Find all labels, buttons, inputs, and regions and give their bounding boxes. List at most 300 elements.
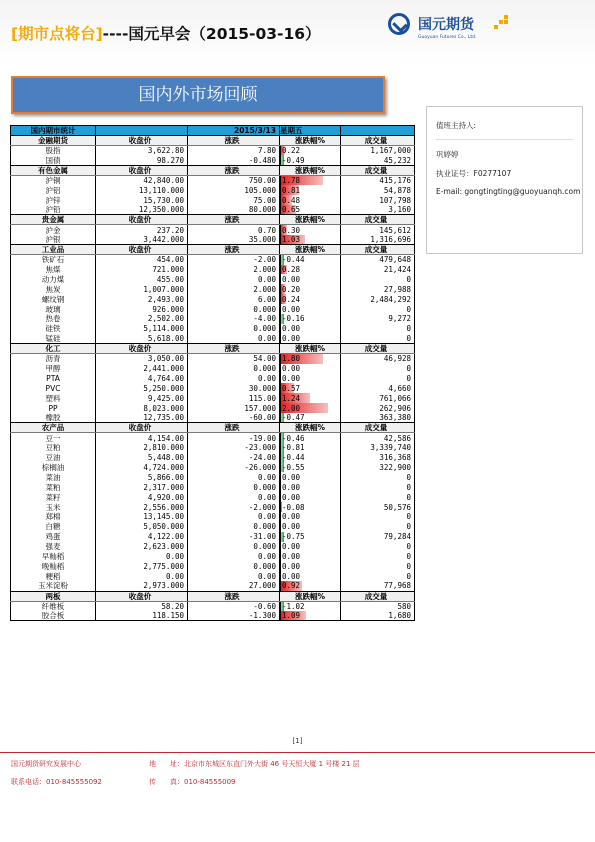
change-pct: [280, 393, 341, 403]
contract-name: 焦煤: [11, 265, 96, 275]
close-price: 5,114.000: [96, 324, 188, 334]
contract-name: 豆油: [11, 453, 96, 463]
contract-name: 沪铜: [11, 175, 96, 185]
close-price: 13,145.00: [96, 512, 188, 522]
column-header: 涨跌幅%: [280, 136, 341, 146]
contract-name: 沪锌: [11, 195, 96, 205]
change-pct: [280, 463, 341, 473]
change-pct: [280, 571, 341, 581]
change-pct: [280, 413, 341, 423]
column-header: 成交量: [341, 245, 415, 255]
column-header: 收盘价: [96, 591, 188, 601]
price-change: -2.000: [188, 502, 280, 512]
title-cell: 2015/3/13: [188, 126, 280, 136]
table-row: [11, 235, 415, 245]
change-pct-text: -0.46: [282, 433, 305, 443]
price-change: -1.300: [188, 611, 280, 621]
volume: 9,272: [341, 314, 415, 324]
column-header: 涨跌幅%: [280, 165, 341, 175]
change-pct-text: 0.00: [282, 542, 301, 552]
section-name: 贵金属: [11, 215, 96, 225]
volume: 0: [341, 571, 415, 581]
column-header: 涨跌: [188, 591, 280, 601]
change-pct: [280, 195, 341, 205]
change-pct-text: 1.80: [282, 354, 301, 364]
contract-name: 玉米: [11, 502, 96, 512]
volume: 54,878: [341, 185, 415, 195]
close-price: 4,154.00: [96, 433, 188, 443]
change-pct-text: 0.57: [282, 383, 301, 393]
price-change: 80.000: [188, 205, 280, 215]
close-price: 13,110.000: [96, 185, 188, 195]
section-banner-text: 国内外市场回顾: [138, 85, 258, 105]
report-title-bracket: [期市点将台]: [11, 25, 103, 43]
price-change: 75.00: [188, 195, 280, 205]
close-price: 5,050.000: [96, 522, 188, 532]
footer-org: 国元期货研究发展中心: [11, 760, 81, 768]
section-header-row: [11, 423, 415, 433]
change-pct: [280, 354, 341, 364]
column-header: 涨跌: [188, 423, 280, 433]
contract-name: 热卷: [11, 314, 96, 324]
close-price: 721.000: [96, 265, 188, 275]
table-row: [11, 403, 415, 413]
footer-fax: 传 真：010-84555009: [149, 778, 236, 786]
table-row: [11, 581, 415, 591]
title-cell: [341, 126, 415, 136]
section-header-row: [11, 344, 415, 354]
close-price: 454.00: [96, 255, 188, 265]
price-change: 2.000: [188, 265, 280, 275]
contract-name: 晚籼稻: [11, 561, 96, 571]
change-pct-text: 0.00: [282, 552, 301, 561]
change-pct-text: 2.00: [282, 403, 301, 413]
change-pct-text: 0.00: [282, 304, 301, 314]
volume: 3,339,740: [341, 443, 415, 453]
column-header: 涨跌幅%: [280, 591, 341, 601]
change-pct-text: 0.00: [282, 492, 301, 502]
close-price: 9,425.00: [96, 393, 188, 403]
price-change: 7.80: [188, 146, 280, 156]
close-price: 2,441.000: [96, 364, 188, 374]
section-name: 化工: [11, 344, 96, 354]
price-change: -26.000: [188, 463, 280, 473]
host-email: E-mail: gongtingting@guoyuanqh.com: [436, 187, 581, 196]
volume: 415,176: [341, 175, 415, 185]
price-change: -24.00: [188, 453, 280, 463]
table-row: [11, 542, 415, 552]
price-change: -2.00: [188, 255, 280, 265]
change-pct-text: 0.00: [282, 363, 301, 373]
contract-name: 菜油: [11, 472, 96, 482]
volume: 21,424: [341, 265, 415, 275]
close-price: 98.270: [96, 155, 188, 165]
close-price: 0.00: [96, 571, 188, 581]
change-pct: [280, 443, 341, 453]
change-pct-text: 0.00: [282, 482, 301, 492]
volume: 0: [341, 482, 415, 492]
change-pct-text: -0.44: [282, 255, 305, 265]
price-change: -31.00: [188, 532, 280, 542]
change-pct: [280, 601, 341, 611]
table-row: [11, 443, 415, 453]
change-pct-text: 0.22: [282, 146, 301, 156]
price-change: 0.000: [188, 304, 280, 314]
table-row: [11, 314, 415, 324]
close-price: 1,007.000: [96, 284, 188, 294]
change-pct: [280, 581, 341, 591]
table-row: [11, 522, 415, 532]
change-pct-text: 0.00: [282, 512, 301, 522]
change-pct-text: 0.65: [282, 205, 301, 215]
volume: 761,066: [341, 393, 415, 403]
close-price: 455.00: [96, 274, 188, 284]
table-row: [11, 324, 415, 334]
price-change: 0.00: [188, 334, 280, 344]
table-row: [11, 482, 415, 492]
close-price: 4,122.00: [96, 532, 188, 542]
page-footer: [0, 752, 595, 788]
page-number: [1]: [292, 737, 303, 745]
column-header: 收盘价: [96, 165, 188, 175]
close-price: 2,775.000: [96, 561, 188, 571]
change-pct: [280, 522, 341, 532]
section-name: 金融期货: [11, 136, 96, 146]
table-row: [11, 205, 415, 215]
volume: 42,586: [341, 433, 415, 443]
change-pct-text: 0.00: [282, 324, 301, 334]
column-header: 收盘价: [96, 245, 188, 255]
contract-name: 沪金: [11, 225, 96, 235]
price-change: 750.00: [188, 175, 280, 185]
section-header-row: [11, 245, 415, 255]
change-pct-text: -1.02: [282, 601, 305, 611]
volume: 0: [341, 552, 415, 562]
table-row: [11, 294, 415, 304]
column-header: 成交量: [341, 215, 415, 225]
contract-name: 沪铅: [11, 205, 96, 215]
table-row: [11, 561, 415, 571]
change-pct-text: -0.75: [282, 532, 305, 542]
change-pct: [280, 265, 341, 275]
change-pct: [280, 304, 341, 314]
volume: 1,167,000: [341, 146, 415, 156]
close-price: 4,764.00: [96, 373, 188, 383]
section-name: 工业品: [11, 245, 96, 255]
logo-dots-icon: [494, 15, 510, 29]
contract-name: PTA: [11, 373, 96, 383]
close-price: 5,866.00: [96, 472, 188, 482]
price-change: 6.00: [188, 294, 280, 304]
price-change: 2.000: [188, 284, 280, 294]
close-price: 3,622.80: [96, 146, 188, 156]
change-pct-text: 1.09: [282, 611, 301, 621]
host-divider: [436, 139, 573, 140]
price-change: 0.000: [188, 324, 280, 334]
table-row: [11, 502, 415, 512]
table-row: [11, 373, 415, 383]
contract-name: 甲醇: [11, 364, 96, 374]
change-pct: [280, 334, 341, 344]
host-label: 值班主持人:: [436, 121, 477, 130]
table-row: [11, 354, 415, 364]
column-header: 成交量: [341, 423, 415, 433]
logo-en-text: Guoyuan Futures Co., Ltd.: [418, 35, 477, 40]
column-header: 涨跌: [188, 215, 280, 225]
column-header: 涨跌: [188, 136, 280, 146]
volume: 0: [341, 512, 415, 522]
column-header: 收盘价: [96, 423, 188, 433]
table-row: [11, 364, 415, 374]
close-price: 2,493.00: [96, 294, 188, 304]
volume: 0: [341, 334, 415, 344]
volume: 45,232: [341, 155, 415, 165]
contract-name: 玉米淀粉: [11, 581, 96, 591]
change-pct-text: 0.00: [282, 333, 301, 343]
contract-name: 沥青: [11, 354, 96, 364]
contract-name: 胶合板: [11, 611, 96, 621]
page-header: [0, 0, 595, 66]
section-name: 两板: [11, 591, 96, 601]
table-row: [11, 383, 415, 393]
change-pct: [280, 225, 341, 235]
volume: 0: [341, 373, 415, 383]
table-row: [11, 265, 415, 275]
volume: 316,368: [341, 453, 415, 463]
table-row: [11, 304, 415, 314]
volume: 1,316,696: [341, 235, 415, 245]
change-pct: [280, 482, 341, 492]
volume: 0: [341, 274, 415, 284]
company-logo: [388, 13, 518, 47]
volume: 262,906: [341, 403, 415, 413]
section-header-row: [11, 136, 415, 146]
contract-name: 强麦: [11, 542, 96, 552]
table-row: [11, 492, 415, 502]
close-price: 15,730.00: [96, 195, 188, 205]
table-row: [11, 463, 415, 473]
close-price: 2,973.000: [96, 581, 188, 591]
section-banner: [11, 76, 385, 114]
contract-name: 沪银: [11, 235, 96, 245]
change-pct-text: -0.08: [282, 502, 305, 512]
change-pct-text: 0.00: [282, 571, 301, 581]
change-pct: [280, 502, 341, 512]
report-title-text: ----国元早会（2015-03-16）: [102, 25, 321, 43]
column-header: 涨跌: [188, 344, 280, 354]
contract-name: 郑棉: [11, 512, 96, 522]
price-change: 0.00: [188, 492, 280, 502]
volume: 0: [341, 324, 415, 334]
change-pct: [280, 205, 341, 215]
change-pct-text: 0.28: [282, 264, 301, 274]
change-pct-text: -0.55: [282, 462, 305, 472]
contract-name: 粳稻: [11, 571, 96, 581]
price-change: 54.00: [188, 354, 280, 364]
table-row: [11, 185, 415, 195]
price-change: -0.60: [188, 601, 280, 611]
column-header: 涨跌幅%: [280, 423, 341, 433]
price-change: 0.000: [188, 542, 280, 552]
contract-name: 豆一: [11, 433, 96, 443]
table-row: [11, 274, 415, 284]
change-pct: [280, 492, 341, 502]
table-row: [11, 175, 415, 185]
table-row: [11, 571, 415, 581]
change-pct: [280, 512, 341, 522]
price-change: 105.000: [188, 185, 280, 195]
column-header: 涨跌: [188, 165, 280, 175]
contract-name: 菜籽: [11, 492, 96, 502]
price-change: 0.70: [188, 225, 280, 235]
contract-name: 玻璃: [11, 304, 96, 314]
change-pct-text: 0.24: [282, 294, 301, 304]
close-price: 5,448.00: [96, 453, 188, 463]
price-change: 35.000: [188, 235, 280, 245]
change-pct: [280, 324, 341, 334]
change-pct-text: 0.92: [282, 581, 301, 591]
section-header-row: [11, 591, 415, 601]
volume: 79,284: [341, 532, 415, 542]
contract-name: 鸡蛋: [11, 532, 96, 542]
close-price: 237.20: [96, 225, 188, 235]
table-row: [11, 453, 415, 463]
price-change: 0.00: [188, 373, 280, 383]
table-row: [11, 472, 415, 482]
table-row: [11, 334, 415, 344]
change-pct: [280, 185, 341, 195]
change-pct-text: 0.00: [282, 561, 301, 571]
change-pct-text: 1.78: [282, 175, 301, 185]
volume: 107,798: [341, 195, 415, 205]
volume: 0: [341, 304, 415, 314]
column-header: 涨跌: [188, 245, 280, 255]
close-price: 5,618.00: [96, 334, 188, 344]
change-pct: [280, 235, 341, 245]
price-change: 0.00: [188, 571, 280, 581]
volume: 1,680: [341, 611, 415, 621]
close-price: 58.20: [96, 601, 188, 611]
change-pct: [280, 403, 341, 413]
change-pct: [280, 274, 341, 284]
table-row: [11, 393, 415, 403]
contract-name: 股指: [11, 146, 96, 156]
change-pct: [280, 552, 341, 562]
contract-name: 焦炭: [11, 284, 96, 294]
close-price: 2,556.000: [96, 502, 188, 512]
close-price: 4,920.00: [96, 492, 188, 502]
title-cell: 星期五: [280, 126, 341, 136]
contract-name: 国债: [11, 155, 96, 165]
change-pct: [280, 433, 341, 443]
price-change: -19.00: [188, 433, 280, 443]
section-name: 有色金属: [11, 165, 96, 175]
volume: 50,576: [341, 502, 415, 512]
volume: 3,160: [341, 205, 415, 215]
change-pct-text: 0.00: [282, 522, 301, 532]
table-row: [11, 225, 415, 235]
change-pct: [280, 294, 341, 304]
close-price: 3,050.00: [96, 354, 188, 364]
volume: 0: [341, 492, 415, 502]
table-row: [11, 255, 415, 265]
column-header: 涨跌幅%: [280, 344, 341, 354]
close-price: 3,442.000: [96, 235, 188, 245]
table-title-row: [11, 126, 415, 136]
table-row: [11, 195, 415, 205]
change-pct-text: 0.20: [282, 284, 301, 294]
contract-name: 铁矿石: [11, 255, 96, 265]
column-header: 成交量: [341, 344, 415, 354]
change-pct-text: -0.49: [282, 155, 305, 165]
price-change: 0.00: [188, 512, 280, 522]
price-change: 27.000: [188, 581, 280, 591]
close-price: 2,317.000: [96, 482, 188, 492]
column-header: 收盘价: [96, 136, 188, 146]
price-change: -23.000: [188, 443, 280, 453]
change-pct-text: -0.81: [282, 443, 305, 453]
volume: 0: [341, 364, 415, 374]
volume: 322,900: [341, 463, 415, 473]
contract-name: 动力煤: [11, 274, 96, 284]
close-price: 0.00: [96, 552, 188, 562]
host-info-box: [426, 106, 583, 254]
contract-name: 橡胶: [11, 413, 96, 423]
price-change: 0.000: [188, 522, 280, 532]
section-header-row: [11, 165, 415, 175]
change-pct: [280, 155, 341, 165]
section-name: 农产品: [11, 423, 96, 433]
price-change: -60.00: [188, 413, 280, 423]
host-cert: 执业证号：F0277107: [436, 169, 512, 178]
volume: 363,380: [341, 413, 415, 423]
table-row: [11, 552, 415, 562]
logo-cn-text: 国元期货: [418, 17, 474, 33]
change-pct: [280, 175, 341, 185]
table-row: [11, 433, 415, 443]
change-pct: [280, 472, 341, 482]
table-row: [11, 532, 415, 542]
change-pct: [280, 611, 341, 621]
section-header-row: [11, 215, 415, 225]
volume: 0: [341, 522, 415, 532]
contract-name: 沪铝: [11, 185, 96, 195]
change-pct-text: -0.16: [282, 314, 305, 324]
close-price: 2,502.00: [96, 314, 188, 324]
contract-name: 塑料: [11, 393, 96, 403]
price-change: 0.00: [188, 472, 280, 482]
price-change: 0.00: [188, 274, 280, 284]
contract-name: 棕榈油: [11, 463, 96, 473]
table-row: [11, 611, 415, 621]
change-pct-text: -0.44: [282, 453, 305, 463]
volume: 27,988: [341, 284, 415, 294]
close-price: 12,350.000: [96, 205, 188, 215]
change-pct-text: 0.81: [282, 185, 301, 195]
price-change: 115.00: [188, 393, 280, 403]
change-pct: [280, 532, 341, 542]
change-pct: [280, 255, 341, 265]
volume: 0: [341, 472, 415, 482]
host-name: 巩婷婷: [436, 150, 459, 159]
close-price: 8,023.000: [96, 403, 188, 413]
price-change: 0.000: [188, 561, 280, 571]
column-header: 成交量: [341, 591, 415, 601]
contract-name: 早籼稻: [11, 552, 96, 562]
contract-name: 菜粕: [11, 482, 96, 492]
close-price: 2,810.000: [96, 443, 188, 453]
close-price: 926.000: [96, 304, 188, 314]
